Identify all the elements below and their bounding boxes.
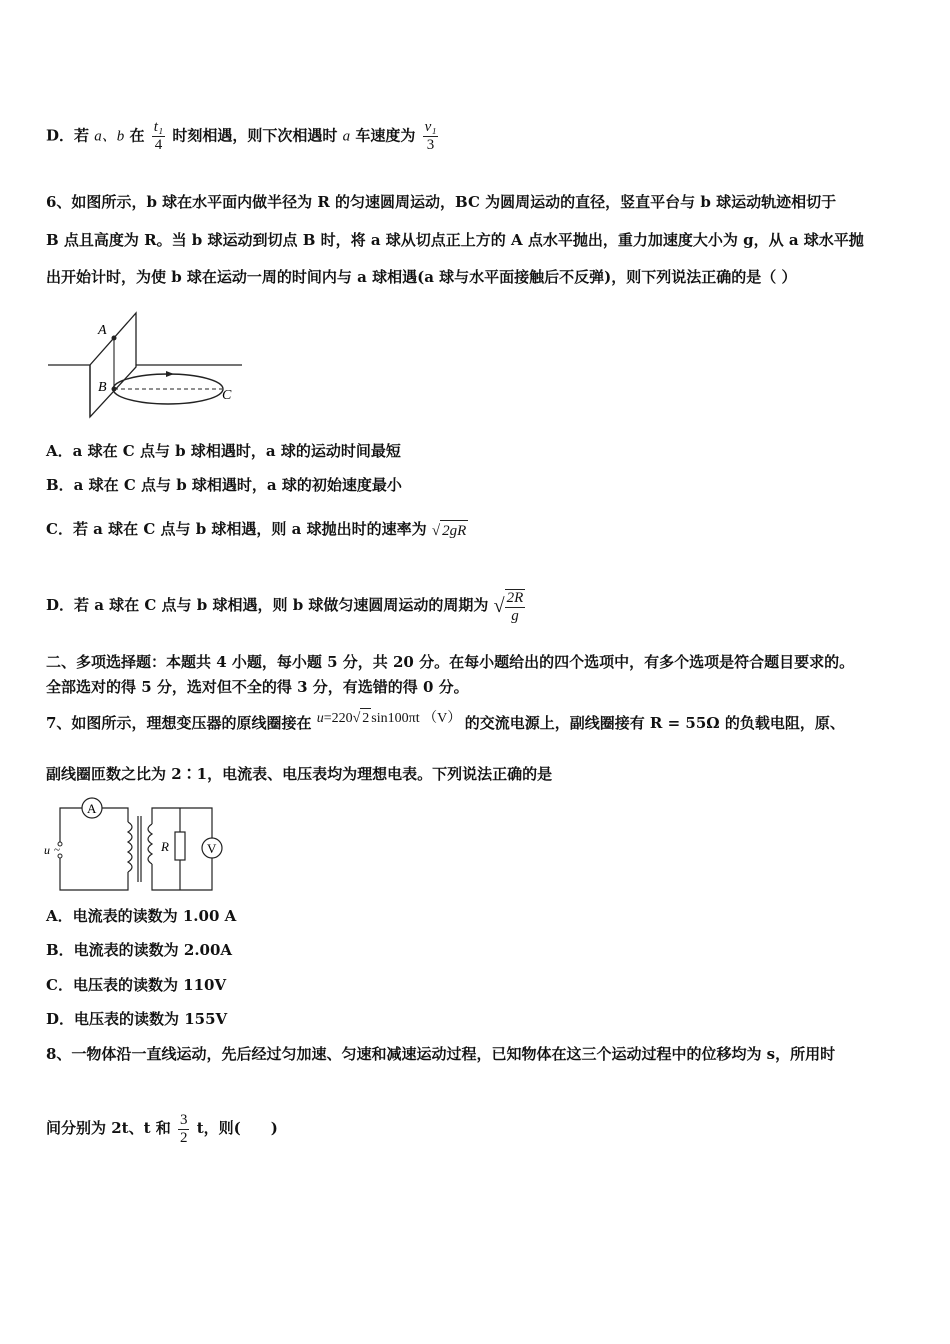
primary-coil [128,822,132,872]
primary-wire-top [60,808,82,842]
q7-option-a: A．电流表的读数为 1.00 A [46,907,237,925]
secondary-coil [148,824,152,864]
q8-text-line-1: 8、一物体沿一直线运动，先后经过匀加速、匀速和减速运动过程，已知物体在这三个运动过程中的位移均为 s，所用时 [46,1045,836,1063]
source-label: u [44,843,50,857]
sqrt-2R-over-g: √ $\frac{2R}{g}$ [493,590,524,625]
secondary-wire-bottom [152,858,212,890]
q6-option-c: C．若 a 球在 C 点与 b 球相遇，则 a 球抛出时的速率为 √ 2gR [46,520,467,539]
label-c: C [222,388,232,403]
q6-text-line-2: B 点且高度为 R。当 b 球运动到切点 B 时，将 a 球从切点正上方的 A 点水平抛出，重力加速度大小为 g，从 a 球水平抛 [46,231,864,249]
fraction-3-over-2: $\frac{3}{2}$ [179,1111,188,1146]
q6-text-line-3: 出开始计时，为使 b 球在运动一周的时间内与 a 球相遇(a 球与水平面接触后不反弹)，则下列说法正确的是（ ） [46,268,797,286]
point-b [112,387,117,392]
q8-text-line-2: 间分别为 2t、t 和 $\frac{3}{2}$ t，则( ) [46,1111,278,1146]
section2-heading-line-2: 全部选对的得 5 分，选对但不全的得 3 分，有选错的得 0 分。 [46,678,469,696]
q6-option-b: B．a 球在 C 点与 b 球相遇时，a 球的初始速度最小 [46,476,402,494]
q6-figure-platform-circle [46,305,266,420]
fraction-v1-over-3: $\frac{\text{v₁}}{3}$ [424,119,437,153]
fraction-t1-over-4: $\frac{\text{t₁}}{4}$ [153,119,164,153]
q6-text-line-1: 6、如图所示，b 球在水平面内做半径为 R 的匀速圆周运动，BC 为圆周运动的直径，竖直平台与 b 球运动轨迹相切于 [46,193,837,211]
resistor-label: R [161,839,169,854]
q7-transformer-circuit [40,794,230,894]
sqrt-2gR: √ 2gR [432,520,468,541]
point-a [112,336,117,341]
voltmeter-label: V [207,841,217,856]
section2-heading-line-1: 二、多项选择题：本题共 4 小题，每小题 5 分，共 20 分。在每小题给出的四个选项中，有多个选项是符合题目要求的。 [46,653,855,671]
q7-formula: u=220√ 2 sin100πt （V） [317,711,465,726]
q7-text-line-2: 副线圈匝数之比为 2∶1，电流表、电压表均为理想电表。下列说法正确的是 [46,765,553,783]
label-a: A [98,323,107,338]
q7-option-b: B．电流表的读数为 2.00A [46,941,233,959]
ammeter-label: A [87,801,97,816]
q5-option-d: D．若 a、b 在 $\frac{\text{t₁}}{4}$ 时刻相遇，则下次相遇时 a 车速度为 $\frac{\text{v₁}}{3}$ [46,119,437,153]
primary-wire-top-right [102,808,128,822]
direction-arrow [166,371,174,377]
platform-plane [90,313,136,417]
q7-option-d: D．电压表的读数为 155V [46,1010,228,1028]
resistor [175,832,185,860]
q6-option-d: D．若 a 球在 C 点与 b 球相遇，则 b 球做匀速圆周运动的周期为 √ $\frac{2R}{g}$ [46,585,525,625]
primary-wire-bottom [60,856,128,890]
source-tilde: ~ [54,844,60,856]
q7-option-c: C．电压表的读数为 110V [46,976,227,994]
q7-text-line-1: 7、如图所示，理想变压器的原线圈接在 u=220√ 2 sin100πt （V） 的交流电源上，副线圈接有 R = 55Ω 的负载电阻，原、 [46,713,845,735]
q6-option-a: A．a 球在 C 点与 b 球相遇时，a 球的运动时间最短 [46,442,401,460]
label-b: B [98,380,107,395]
